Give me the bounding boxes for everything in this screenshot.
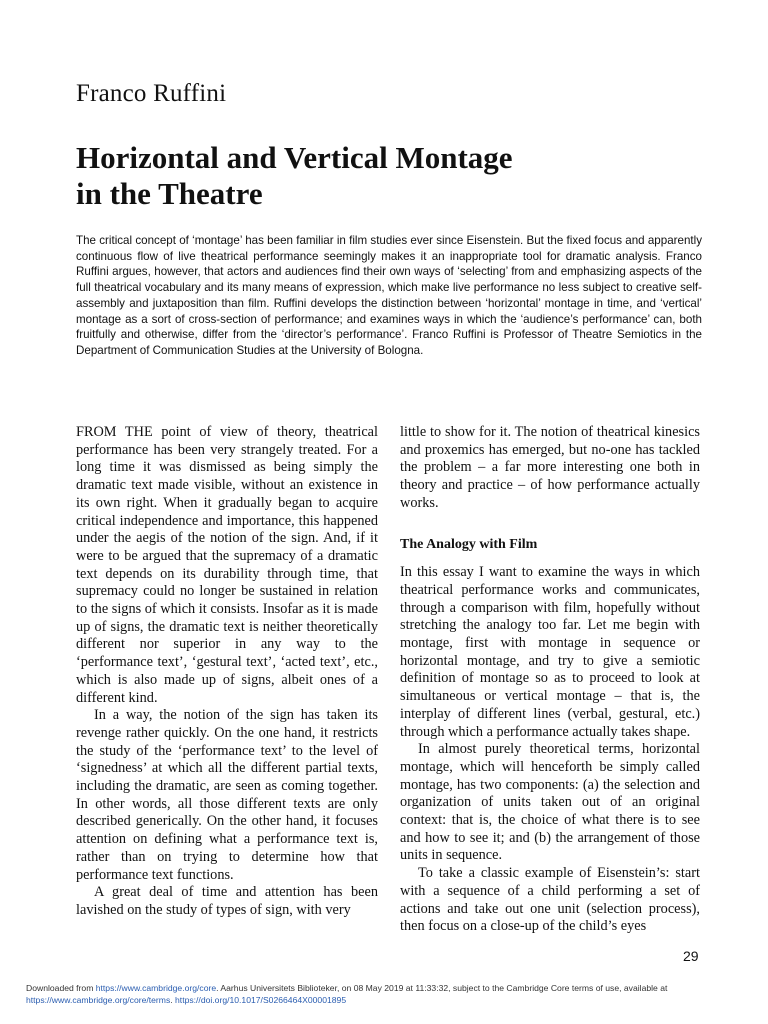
body-paragraph-2: In a way, the notion of the sign has taken its revenge rather quickly. On the one hand, it restricts the study of the ‘performance text’ to the level of ‘signedness’ at which all the different partial texts, including the dramatic, are seen as coming together. In other words, all those different texts are only described generically. On the other hand, it focuses attention on defining what a performance text is, rather than on trying to determine how that performance text functions. bbox=[76, 707, 378, 883]
right-column bbox=[400, 424, 700, 936]
title-line-2: in the Theatre bbox=[76, 176, 263, 211]
body-paragraph-3-end: little to show for it. The notion of theatrical kinesics and proxemics has emerged, but no-one has tackled the problem – a far more interesting one both in theory and practice – of how performance actually works. bbox=[400, 424, 700, 511]
section-heading: The Analogy with Film bbox=[400, 536, 538, 552]
article-title bbox=[76, 140, 696, 212]
body-paragraph-5: In almost purely theoretical terms, horizontal montage, which will henceforth be simply called montage, has two components: (a) the selection and organization of units taken out of an original context: that is, the choice of what there is to see and how to see it; and (b) the arrangement of those units in sequence. bbox=[400, 741, 700, 864]
page-number: 29 bbox=[683, 948, 699, 964]
title-line-1: Horizontal and Vertical Montage bbox=[76, 140, 513, 175]
body-paragraph-1: FROM THE point of view of theory, theatrical performance has been very strangely treated. For a long time it was dismissed as being simply the dramatic text made visible, without an existence in its own right. When it gradually began to acquire critical independence and importance, this happened under the aegis of the notion of the sign. And, if it were to be argued that the supremacy of a dramatic text depends on its durability through time, that supremacy could no longer be sustained in relation to the signs of which it consists. Insofar as it is made up of signs, the dramatic text is neither theoretically different nor superior in any way to the ‘performance text’, ‘gestural text’, ‘acted text’, etc., which is also made up of signs, albeit ones of a different kind. bbox=[76, 424, 378, 706]
body-paragraph-3-start: A great deal of time and attention has been lavished on the study of types of sign, with very bbox=[76, 884, 378, 918]
footer-sep: . bbox=[170, 994, 176, 1005]
footer-link-terms[interactable]: https://www.cambridge.org/core/terms bbox=[26, 994, 171, 1005]
footer-link-core[interactable]: https://www.cambridge.org/core bbox=[95, 983, 217, 993]
footer-prefix: Downloaded from bbox=[26, 983, 96, 993]
footer-middle: . Aarhus Universitets Biblioteker, on 08 May 2019 at 11:33:32, subject to the Cambridge Core terms of use, available at bbox=[216, 983, 668, 993]
author-name: Franco Ruffini bbox=[76, 80, 227, 107]
footer-link-doi[interactable]: https://doi.org/10.1017/S0266464X00001895 bbox=[175, 994, 347, 1005]
left-column bbox=[76, 424, 378, 920]
body-paragraph-6: To take a classic example of Eisenstein’s: start with a sequence of a child performing a set of actions and take out one unit (selection process), then focus on a close-up of the child’s eyes bbox=[400, 865, 700, 935]
abstract: The critical concept of ‘montage’ has been familiar in film studies ever since Eisenstein. But the fixed focus and apparently continuous flow of live theatrical performance seemingly makes it an inappropriate tool for dramatic analysis. Franco Ruffini argues, however, that actors and audiences find their own ways of ‘selecting’ from and emphasizing aspects of the full theatrical vocabulary and its many means of expression, which make live performance no less subject to creative self-assembly and juxtaposition than film. Ruffini develops the distinction between ‘horizontal’ montage in time, and ‘vertical’ montage as a sort of cross-section of performance; and examines ways in which the ‘audience’s performance’ can, both fruitfully and otherwise, differ from the ‘director’s performance’. Franco Ruffini is Professor of Theatre Semiotics in the Department of Communication Studies at the University of Bologna. bbox=[76, 234, 702, 357]
body-paragraph-4: In this essay I want to examine the ways in which theatrical performance works and communicates, through a comparison with film, hopefully without stretching the analogy too far. Let me begin with montage, first with montage in sequence or horizontal montage, and try to give a semiotic definition of montage so as to proceed to look at simultaneous or vertical montage – that is, the interplay of different lines (verbal, gestural, etc.) through which a performance actually takes shape. bbox=[400, 564, 700, 740]
download-footer bbox=[26, 983, 746, 1006]
